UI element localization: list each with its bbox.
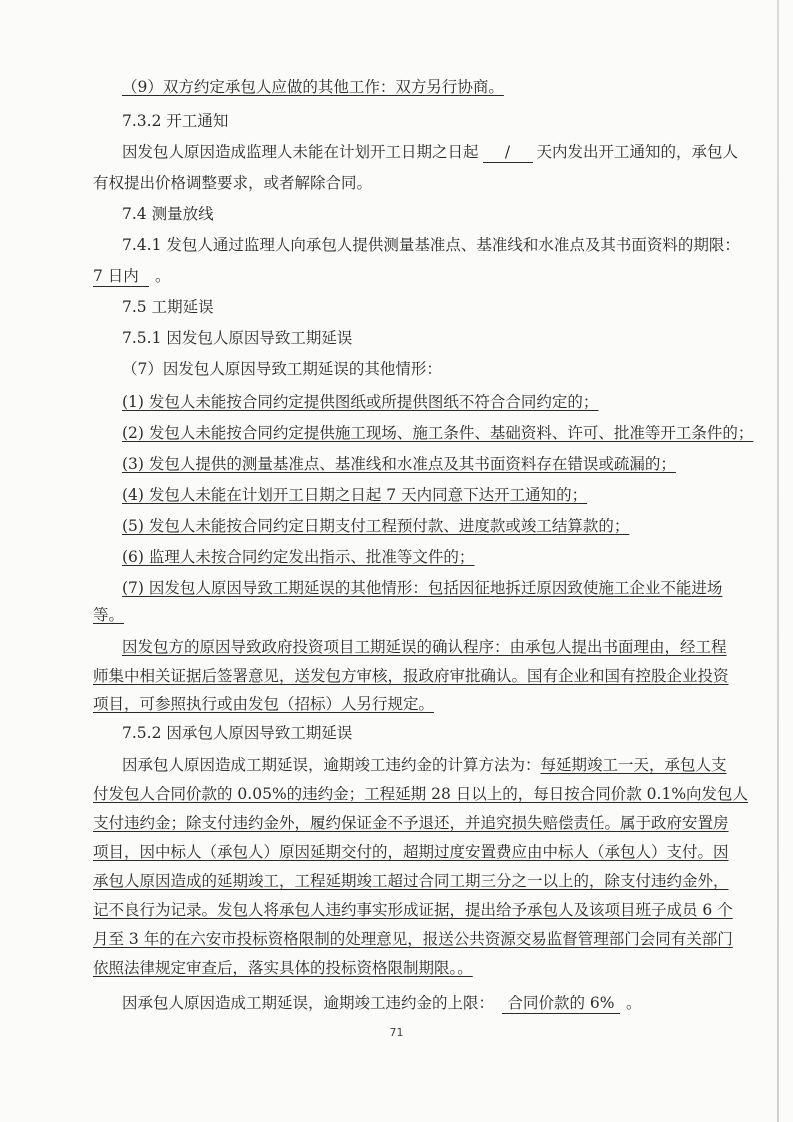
paragraph-line [0, 899, 793, 921]
paragraph-line [0, 870, 793, 892]
paragraph-text: 师集中相关证据后签署意见，送发包方审核，报政府审批确认。国有企业和国有控股企业投资 [93, 667, 729, 685]
paragraph-line [0, 992, 793, 1014]
list-item [0, 546, 793, 568]
paragraph-text: 项目，因中标人（承包人）原因延期交付的，超期过度安置费应由中标人（承包人）支付。因 [93, 843, 729, 861]
heading-text: 7.4 测量放线 [122, 205, 214, 223]
heading-7-5-2 [0, 722, 793, 744]
list-item-text: (6) 监理人未按合同约定发出指示、批准等文件的； [122, 548, 475, 566]
paragraph-line [0, 693, 793, 715]
days-blank-field: / [483, 142, 533, 163]
heading-text: 7.5.1 因发包人原因导致工期延误 [122, 329, 353, 347]
list-item-continued [0, 604, 793, 626]
paragraph-text: 每延期竣工一天，承包人支 [540, 756, 727, 774]
list-item [0, 515, 793, 537]
paragraph-line [0, 358, 793, 380]
paragraph-text: 。 [155, 267, 171, 285]
paragraph-line [0, 928, 793, 950]
list-item-text: (4) 发包人未能在计划开工日期之日起 7 天内同意下达开工通知的； [122, 486, 588, 504]
paragraph-line [0, 234, 793, 256]
list-item [0, 453, 793, 475]
paragraph-text: 因承包人原因造成工期延误，逾期竣工违约金的计算方法为： [122, 756, 541, 774]
heading-7-3-2 [0, 110, 793, 132]
list-item [0, 577, 793, 599]
paragraph-line [0, 783, 793, 805]
paragraph-line [0, 812, 793, 834]
paragraph-text: 有权提出价格调整要求，或者解除合同。 [93, 174, 373, 192]
paragraph-text: 付发包人合同价款的 0.05%的违约金；工程延期 28 日以上的，每日按合同价款 0.1%向发包人 [93, 785, 749, 803]
paragraph-text: 因发包方的原因导致政府投资项目工期延误的确认程序：由承包人提出书面理由，经工程 [122, 638, 727, 656]
paragraph-text: 月至 3 年的在六安市投标资格限制的处理意见，报送公共资源交易监督管理部门会同有关部门 [93, 930, 733, 948]
heading-7-5 [0, 296, 793, 318]
paragraph-line [0, 841, 793, 863]
paragraph-text: 因承包人原因造成工期延误，逾期竣工违约金的上限： [122, 994, 495, 1012]
heading-7-4 [0, 203, 793, 225]
paragraph-text: 记不良行为记录。发包人将承包人违约事实形成证据，提出给予承包人及该项目班子成员 6 个 [93, 901, 733, 919]
paragraph-line [0, 957, 793, 979]
heading-text: 7.5.2 因承包人原因导致工期延误 [122, 724, 353, 742]
heading-text: 7.3.2 开工通知 [122, 112, 229, 130]
heading-text: 7.5 工期延误 [122, 298, 214, 316]
paragraph-text: 支付违约金；除支付违约金外，履约保证金不予退还，并追究损失赔偿责任。属于政府安置房 [93, 814, 729, 832]
list-item-text: (2) 发包人未能按合同约定提供施工现场、施工条件、基础资料、许可、批准等开工条件的； [122, 424, 754, 442]
list-item-text: (1) 发包人未能按合同约定提供图纸或所提供图纸不符合合同约定的； [122, 393, 599, 411]
clause-9-line [0, 76, 793, 98]
paragraph-line [0, 265, 793, 287]
paragraph-line [0, 754, 793, 776]
paragraph-line [0, 665, 793, 687]
list-item-text: (7) 因发包人原因导致工期延误的其他情形：包括因征地拆迁原因致使施工企业不能进场 [122, 579, 723, 597]
list-item-text: (5) 发包人未能按合同约定日期支付工程预付款、进度款或竣工结算款的； [122, 517, 630, 535]
paragraph-text: （7）因发包人原因导致工期延误的其他情形： [122, 360, 442, 378]
list-item [0, 422, 793, 444]
list-item-text: 等。 [93, 606, 125, 624]
page-number: 71 [389, 1026, 404, 1039]
paragraph-text: 7.4.1 发包人通过监理人向承包人提供测量基准点、基准线和水准点及其书面资料的期限： [122, 236, 740, 254]
paragraph-text: 承包人原因造成的延期竣工，工程延期竣工超过合同工期三分之一以上的，除支付违约金外， [93, 872, 729, 890]
list-item [0, 484, 793, 506]
penalty-cap-blank-field: 合同价款的 6% [502, 993, 620, 1014]
paragraph-line [0, 172, 793, 194]
list-item-text: (3) 发包人提供的测量基准点、基准线和水准点及其书面资料存在错误或疏漏的； [122, 455, 676, 473]
paragraph-text: 项目，可参照执行或由发包（招标）人另行规定。 [93, 695, 435, 713]
period-blank-field: 7 日内 [93, 266, 149, 287]
clause-9-text: （9）双方约定承包人应做的其他工作：双方另行协商。 [122, 78, 504, 96]
heading-7-5-1 [0, 327, 793, 349]
paragraph-text: 依照法律规定审查后，落实具体的投标资格限制期限。。 [93, 959, 473, 977]
paragraph-text: 因发包人原因造成监理人未能在计划开工日期之日起 [122, 143, 479, 161]
paragraph-text: 。 [626, 994, 642, 1012]
paragraph-line [0, 141, 793, 163]
list-item [0, 391, 793, 413]
paragraph-line [0, 636, 793, 658]
paragraph-text: 天内发出开工通知的，承包人 [536, 143, 739, 161]
